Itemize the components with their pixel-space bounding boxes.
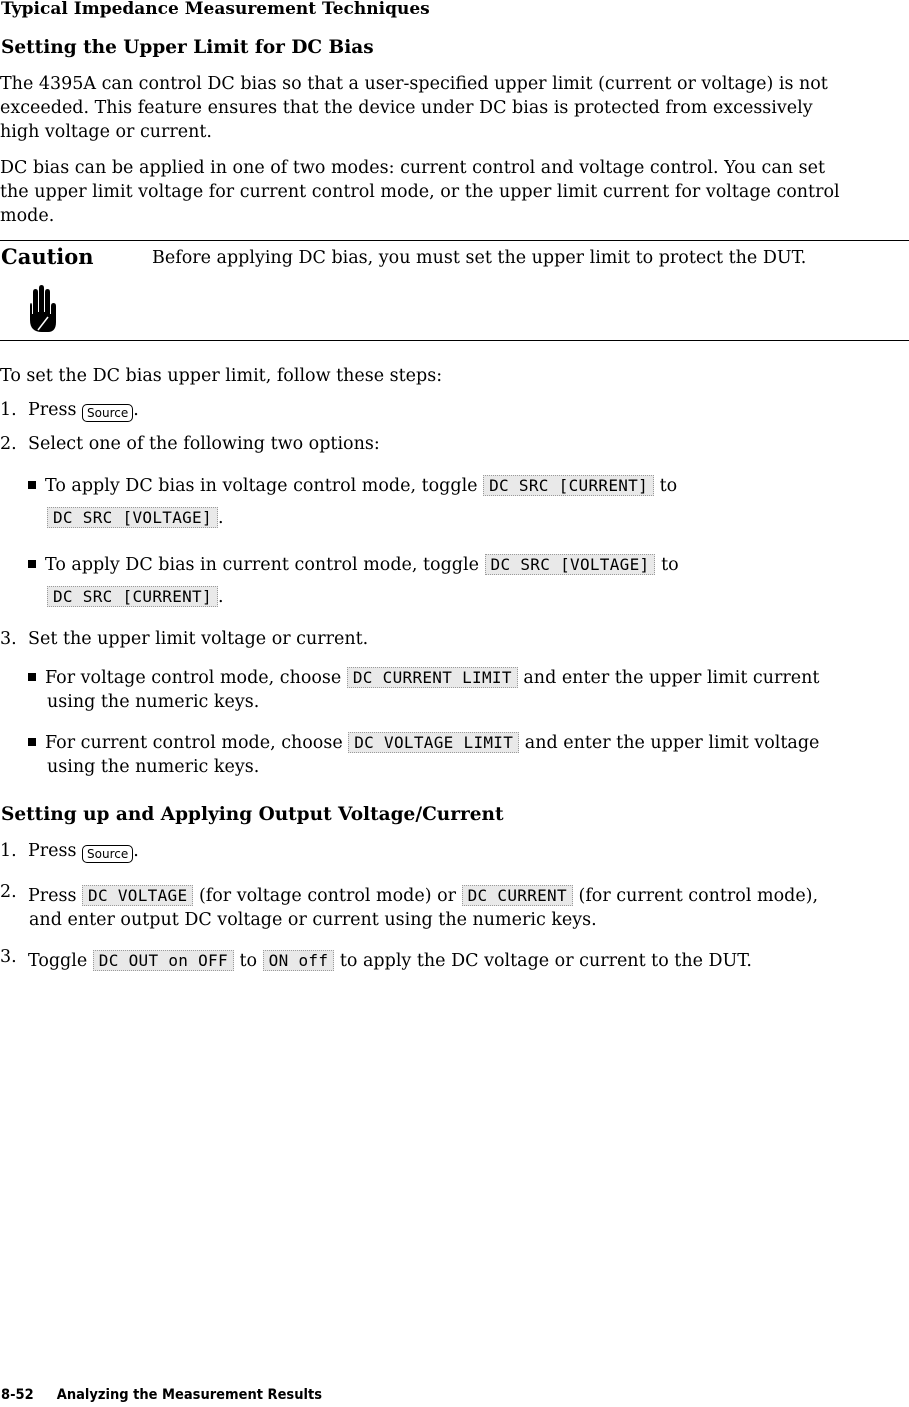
step-text: Press <box>28 400 77 420</box>
step-text: (for voltage control mode) or <box>198 886 457 906</box>
softkey-dc-src-voltage[interactable]: DC SRC [VOLTAGE] <box>47 507 218 528</box>
text-line: DC bias can be applied in one of two modes: current control and voltage control. You can set <box>0 158 825 178</box>
text-line: The 4395A can control DC bias so that a user-specified upper limit (current or voltage) is not <box>0 74 828 94</box>
step-text: Press <box>28 886 77 906</box>
list-item <box>28 474 888 530</box>
bullet <box>28 560 36 568</box>
step-number: 1. <box>0 841 17 861</box>
item-text: For current control mode, choose <box>45 733 343 753</box>
list-item <box>28 731 898 779</box>
step-number: 2. <box>0 434 17 454</box>
page-footer <box>1 1383 322 1407</box>
source-key[interactable]: Source <box>82 404 133 422</box>
softkey-dc-voltage[interactable]: DC VOLTAGE <box>82 885 193 906</box>
step-3 <box>0 627 905 651</box>
item-text: For voltage control mode, choose <box>45 668 342 688</box>
softkey-on-off[interactable]: ON off <box>263 950 335 971</box>
step-number: 3. <box>0 947 17 967</box>
punct: . <box>217 508 224 528</box>
step-number: 3. <box>0 629 17 649</box>
punct: . <box>217 587 224 607</box>
item-text: To apply DC bias in voltage control mode, toggle <box>45 476 478 496</box>
step-2 <box>0 432 905 456</box>
step-1 <box>0 839 905 863</box>
caution-top-rule <box>0 240 909 241</box>
step-text: Select one of the following two options: <box>28 434 380 454</box>
bullet <box>28 738 36 746</box>
step-text: Toggle <box>28 951 88 971</box>
softkey-dc-current-limit[interactable]: DC CURRENT LIMIT <box>347 667 518 688</box>
softkey-dc-src-voltage[interactable]: DC SRC [VOLTAGE] <box>485 554 656 575</box>
softkey-dc-voltage-limit[interactable]: DC VOLTAGE LIMIT <box>348 732 519 753</box>
section-heading-output: Setting up and Applying Output Voltage/Current <box>1 804 504 825</box>
item-text: using the numeric keys. <box>47 757 260 777</box>
punct: . <box>133 841 139 861</box>
step-number: 1. <box>0 400 17 420</box>
step-text: Press <box>28 841 77 861</box>
text-line: exceeded. This feature ensures that the device under DC bias is protected from excessively <box>0 98 813 118</box>
step-text: (for current control mode), <box>578 886 819 906</box>
chapter-title: Analyzing the Measurement Results <box>56 1387 322 1403</box>
softkey-dc-src-current[interactable]: DC SRC [CURRENT] <box>47 586 218 607</box>
steps-intro: To set the DC bias upper limit, follow these steps: <box>0 366 443 386</box>
punct: . <box>133 400 139 420</box>
item-text: using the numeric keys. <box>47 692 260 712</box>
text-line: mode. <box>0 206 55 226</box>
item-text: and enter the upper limit current <box>523 668 820 688</box>
running-header: Typical Impedance Measurement Techniques <box>1 0 430 19</box>
text-line: high voltage or current. <box>0 122 212 142</box>
bullet <box>28 481 36 489</box>
step-1 <box>0 398 905 422</box>
step-2 <box>0 880 905 932</box>
page-number: 8-52 <box>1 1387 34 1403</box>
item-text: to <box>659 476 678 496</box>
softkey-dc-current[interactable]: DC CURRENT <box>462 885 573 906</box>
source-key[interactable]: Source <box>82 845 133 863</box>
step-text: to apply the DC voltage or current to the DUT. <box>339 951 752 971</box>
caution-text: Before applying DC bias, you must set the upper limit to protect the DUT. <box>152 248 807 268</box>
hand-icon <box>26 284 58 341</box>
item-text: and enter the upper limit voltage <box>524 733 820 753</box>
step-3 <box>0 945 905 973</box>
caution-label: Caution <box>1 244 94 269</box>
item-text: to <box>661 555 679 575</box>
section-heading-upper-limit: Setting the Upper Limit for DC Bias <box>1 37 374 58</box>
paragraph-modes <box>0 156 905 228</box>
paragraph-intro <box>0 72 905 144</box>
list-item <box>28 666 898 714</box>
step-text: Set the upper limit voltage or current. <box>28 629 369 649</box>
step-text: and enter output DC voltage or current using the numeric keys. <box>29 910 597 930</box>
step-text: to <box>239 951 258 971</box>
bullet <box>28 673 36 681</box>
item-text: To apply DC bias in current control mode, toggle <box>45 555 479 575</box>
list-item <box>28 553 888 609</box>
softkey-dc-src-current[interactable]: DC SRC [CURRENT] <box>483 475 654 496</box>
step-number: 2. <box>0 882 17 902</box>
text-line: the upper limit voltage for current control mode, or the upper limit current for voltage control <box>0 182 840 202</box>
softkey-dc-out-on-off[interactable]: DC OUT on OFF <box>93 950 234 971</box>
caution-bottom-rule <box>0 340 909 341</box>
